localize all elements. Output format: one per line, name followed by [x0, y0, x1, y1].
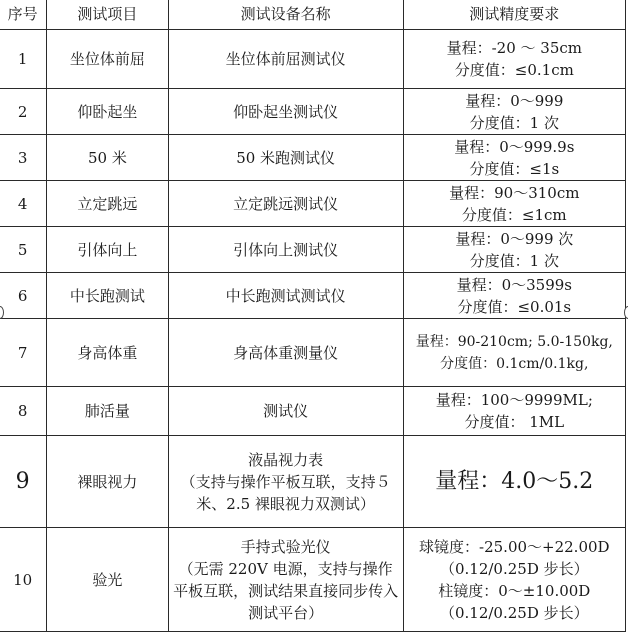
spec-line: 分度值：≤0.1cm	[454, 61, 574, 79]
device-note: （无需 220V 电源，支持与操作平板互联，测试结果直接同步传入测试平台）	[173, 559, 399, 622]
row-no: 9	[0, 436, 47, 528]
right-edge-mark	[624, 306, 628, 319]
spec-line: 分度值：≤1cm	[461, 205, 567, 224]
header-item: 测试项目	[47, 0, 168, 30]
row-device	[168, 135, 403, 181]
device-line: 液晶视力表	[248, 450, 324, 469]
table-row	[0, 319, 626, 387]
spec-line: 量程：4.0～5.2	[435, 468, 594, 494]
table-row	[0, 273, 626, 319]
spec-line: 量程：0～999.9s	[454, 137, 575, 156]
row-spec	[403, 181, 625, 227]
row-no: 8	[0, 387, 47, 436]
row-item: 立定跳远	[47, 181, 168, 227]
row-spec	[403, 436, 625, 528]
spec-line: 量程：0～999 次	[455, 229, 574, 248]
row-no: 1	[0, 30, 47, 89]
device-line: 中长跑测试测试仪	[225, 286, 346, 305]
table-row	[0, 436, 626, 528]
row-no: 3	[0, 135, 47, 181]
device-line: 坐位体前屈测试仪	[225, 50, 346, 68]
row-item: 50 米	[47, 135, 168, 181]
row-device	[168, 227, 403, 273]
device-line: 身高体重测量仪	[233, 343, 339, 362]
row-device	[168, 528, 403, 632]
device-line: 手持式验光仪	[240, 537, 331, 556]
row-item: 身高体重	[47, 319, 168, 387]
spec-line: 分度值：≤0.01s	[457, 297, 572, 316]
spec-line: 量程：0～999	[465, 91, 564, 110]
table-header-row	[0, 0, 626, 30]
device-line: 引体向上测试仪	[233, 240, 339, 259]
row-item: 中长跑测试	[47, 273, 168, 319]
spec-line: （0.12/0.25D 步长）	[439, 559, 589, 578]
row-no: 2	[0, 89, 47, 135]
row-item: 裸眼视力	[47, 436, 168, 528]
spec-line: 分度值： 1ML	[464, 413, 565, 431]
row-spec	[403, 319, 625, 387]
row-spec	[403, 528, 625, 632]
row-item: 验光	[47, 528, 168, 632]
device-line: 仰卧起坐测试仪	[233, 102, 339, 121]
spec-line: 分度值：1 次	[469, 251, 559, 270]
row-spec	[403, 135, 625, 181]
spec-line: 量程：100～9999ML;	[435, 391, 593, 409]
row-item: 坐位体前屈	[47, 30, 168, 89]
row-spec	[403, 30, 625, 89]
table-row	[0, 89, 626, 135]
header-no: 序号	[0, 0, 47, 30]
row-no: 7	[0, 319, 47, 387]
table-row	[0, 387, 626, 436]
row-item: 肺活量	[47, 387, 168, 436]
table-row	[0, 135, 626, 181]
row-device	[168, 319, 403, 387]
header-spec: 测试精度要求	[403, 0, 625, 30]
spec-line: 量程：0～3599s	[456, 275, 572, 294]
spec-line: 柱镜度：0～±10.00D	[438, 581, 591, 600]
row-device	[168, 89, 403, 135]
table-row	[0, 227, 626, 273]
row-item: 仰卧起坐	[47, 89, 168, 135]
row-no: 4	[0, 181, 47, 227]
row-device	[168, 273, 403, 319]
spec-line: （0.12/0.25D 步长）	[439, 603, 589, 622]
row-device	[168, 387, 403, 436]
row-device	[168, 30, 403, 89]
device-line: 50 米跑测试仪	[236, 148, 336, 167]
table-row	[0, 30, 626, 89]
spec-line: 量程：90～310cm	[449, 183, 580, 202]
spec-line: 分度值：≤1s	[469, 159, 560, 178]
spec-line: 分度值：1 次	[469, 113, 559, 132]
header-device: 测试设备名称	[168, 0, 403, 30]
row-device	[168, 181, 403, 227]
spec-line: 量程：90-210cm; 5.0-150kg,	[415, 333, 613, 350]
row-spec	[403, 227, 625, 273]
row-device	[168, 436, 403, 528]
row-spec	[403, 387, 625, 436]
table-row	[0, 181, 626, 227]
table-row	[0, 528, 626, 632]
spec-line: 量程：-20 ～ 35cm	[446, 39, 582, 57]
spec-line: 球镜度：-25.00～+22.00D	[419, 537, 610, 556]
row-item: 引体向上	[47, 227, 168, 273]
row-no: 10	[0, 528, 47, 632]
row-no: 6	[0, 273, 47, 319]
row-spec	[403, 273, 625, 319]
device-note: （支持与操作平板互联，支持５米、2.5 裸眼视力双测试）	[180, 472, 391, 513]
row-no: 5	[0, 227, 47, 273]
device-line: 立定跳远测试仪	[233, 194, 339, 213]
spec-line: 分度值：0.1cm/0.1kg,	[440, 355, 589, 372]
row-spec	[403, 89, 625, 135]
device-line: 测试仪	[263, 402, 309, 420]
